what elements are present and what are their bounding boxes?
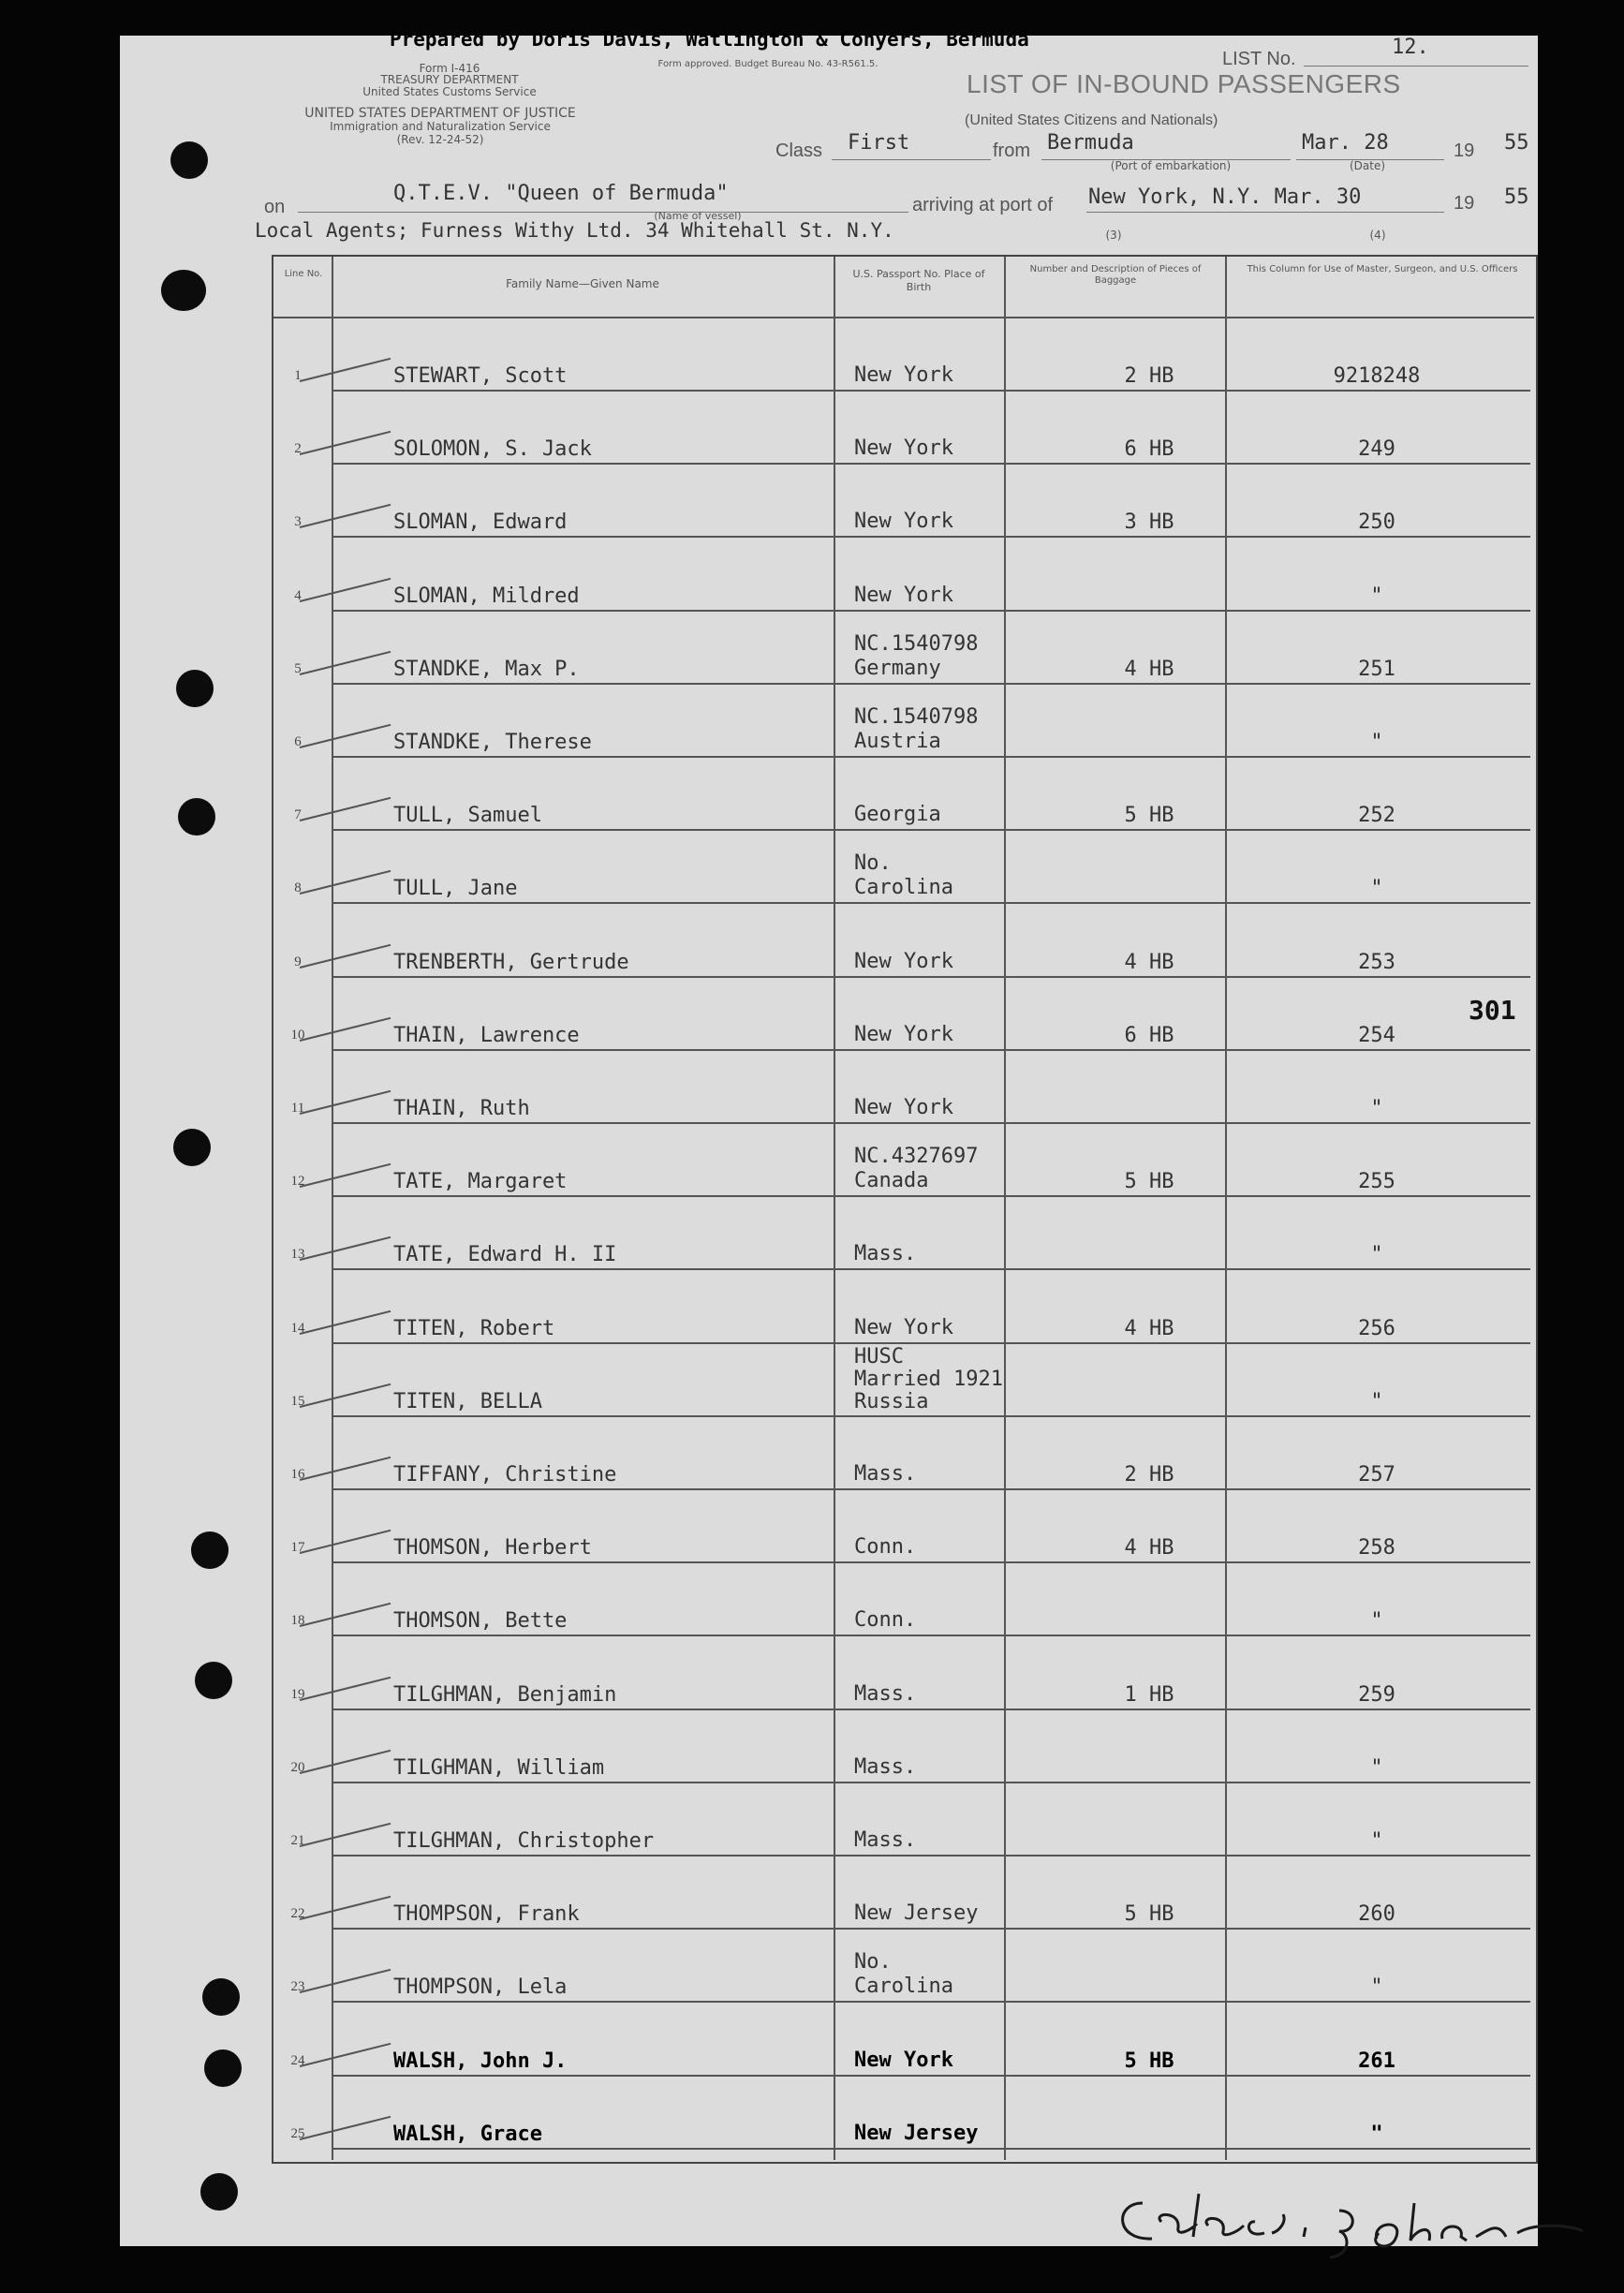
vessel-note: (Name of vessel) — [654, 210, 742, 222]
table-row — [169, 1417, 1433, 1490]
line-number: 8 — [294, 880, 302, 896]
officer-number: 252 — [1358, 804, 1395, 828]
column-marker-4: (4) — [1369, 229, 1386, 242]
table-row — [169, 612, 1433, 685]
officer-number: 258 — [1358, 1536, 1395, 1561]
place-of-birth: New Jersey — [854, 1901, 979, 1926]
document-title: LIST OF IN-BOUND PASSENGERS — [967, 69, 1401, 98]
on-label: on — [264, 197, 286, 217]
officer-number: 255 — [1358, 1170, 1395, 1194]
place-of-birth: Mass. — [854, 1754, 917, 1779]
place-of-birth: Mass. — [854, 1242, 917, 1266]
prepared-by: Prepared by Doris Davis, Watlington & Conyers, Bermuda — [390, 28, 1029, 51]
line-number: 17 — [290, 1540, 305, 1556]
passenger-name: TILGHMAN, Christopher — [393, 1829, 655, 1853]
treasury-department: TREASURY DEPARTMENT — [380, 73, 519, 86]
place-of-birth: Mass. — [854, 1828, 917, 1852]
table-row — [169, 1051, 1433, 1124]
year-suffix-arrival: 55 — [1504, 185, 1529, 209]
officer-number: 257 — [1358, 1463, 1395, 1487]
table-row — [169, 1490, 1433, 1563]
baggage-count: 6 HB — [1124, 1023, 1174, 1047]
class-value: First — [848, 131, 910, 155]
officer-number: " — [1370, 1975, 1383, 2000]
baggage-count: 2 HB — [1124, 1463, 1174, 1487]
punch-hole — [200, 2173, 238, 2211]
officer-number: 254 — [1358, 1023, 1395, 1047]
baggage-count: 5 HB — [1124, 1170, 1174, 1194]
passenger-name: TULL, Jane — [393, 877, 518, 901]
table-row — [169, 1563, 1433, 1636]
revision-date: (Rev. 12-24-52) — [396, 133, 484, 146]
baggage-count: 4 HB — [1124, 657, 1174, 681]
passenger-name: THOMSON, Herbert — [393, 1536, 592, 1561]
baggage-count: 1 HB — [1124, 1682, 1174, 1707]
passenger-name: SOLOMON, S. Jack — [393, 437, 592, 462]
year-prefix-arrival: 19 — [1454, 193, 1475, 214]
column-header-line-no: Line No. — [284, 269, 323, 279]
table-row — [169, 318, 1433, 392]
punch-hole — [161, 270, 206, 311]
officer-number: " — [1370, 1755, 1383, 1780]
line-number: 12 — [290, 1174, 305, 1190]
table-row — [169, 1710, 1433, 1783]
table-row — [169, 392, 1433, 465]
place-of-birth: Mass. — [854, 1462, 917, 1486]
place-of-birth: New York — [854, 510, 953, 534]
table-row — [169, 1271, 1433, 1344]
passenger-name: SLOMAN, Edward — [393, 510, 568, 535]
place-of-birth: New York — [854, 949, 953, 973]
line-number: 24 — [290, 2052, 305, 2068]
place-of-birth: New York — [854, 1022, 953, 1046]
table-row — [169, 1197, 1433, 1270]
line-number: 22 — [290, 1906, 305, 1922]
table-row — [169, 1344, 1433, 1417]
vessel-name: Q.T.E.V. "Queen of Bermuda" — [393, 182, 729, 205]
passenger-name: THOMSON, Bette — [393, 1609, 568, 1634]
passenger-name: THAIN, Lawrence — [393, 1023, 580, 1047]
line-number: 2 — [294, 441, 302, 457]
place-of-birth: New York — [854, 363, 953, 387]
table-row — [169, 1783, 1433, 1857]
punch-hole — [170, 141, 208, 179]
passenger-name: TRENBERTH, Gertrude — [393, 950, 629, 974]
line-number: 18 — [290, 1613, 305, 1629]
place-of-birth: No. Carolina — [854, 1950, 953, 1999]
place-of-birth: New York — [854, 1096, 953, 1119]
officer-number: 9218248 — [1333, 364, 1421, 388]
passenger-name: TITEN, BELLA — [393, 1389, 542, 1413]
passenger-name: SLOMAN, Mildred — [393, 584, 580, 608]
baggage-count: 3 HB — [1124, 510, 1174, 535]
officer-number: " — [1370, 1609, 1383, 1634]
line-number: 19 — [290, 1686, 305, 1702]
line-number: 15 — [290, 1393, 305, 1409]
justice-department: UNITED STATES DEPARTMENT OF JUSTICE — [304, 106, 576, 121]
passenger-name: THAIN, Ruth — [393, 1097, 530, 1120]
line-number: 7 — [294, 807, 302, 823]
table-row — [169, 978, 1433, 1051]
baggage-count: 4 HB — [1124, 950, 1174, 974]
table-row — [169, 1857, 1433, 1930]
line-number: 14 — [290, 1320, 305, 1336]
officer-number: " — [1370, 1097, 1383, 1120]
budget-bureau: Form approved. Budget Bureau No. 43-R561.5. — [657, 59, 878, 69]
line-number: 23 — [290, 1979, 305, 1995]
table-row — [169, 465, 1433, 538]
officer-number: " — [1370, 731, 1383, 754]
line-number: 1 — [294, 368, 302, 383]
local-agents: Local Agents; Furness Withy Ltd. 34 Whitehall St. N.Y. — [255, 219, 894, 242]
line-number: 10 — [290, 1027, 305, 1043]
place-of-birth: NC.1540798 Austria — [854, 705, 979, 753]
passenger-name: TIFFANY, Christine — [393, 1463, 617, 1487]
column-header-passport: U.S. Passport No. Place of Birth — [852, 268, 985, 293]
place-of-birth: New York — [854, 436, 953, 461]
officer-number: " — [1370, 2122, 1383, 2146]
line-number: 25 — [290, 2125, 305, 2141]
form-number: Form I-416 — [419, 62, 480, 75]
place-of-birth: Mass. — [854, 1681, 917, 1706]
officer-number: 260 — [1358, 1902, 1395, 1927]
passenger-name: TATE, Margaret — [393, 1170, 568, 1194]
class-label: Class — [775, 141, 823, 161]
officer-number: 253 — [1358, 950, 1395, 974]
passenger-name: THOMPSON, Lela — [393, 1975, 568, 2000]
line-number: 11 — [290, 1101, 305, 1116]
officer-number: " — [1370, 584, 1383, 608]
place-of-birth: New York — [854, 583, 953, 607]
officer-number: 259 — [1358, 1682, 1395, 1707]
officer-number: " — [1370, 1389, 1383, 1413]
column-marker-3: (3) — [1105, 229, 1122, 242]
year-suffix: 55 — [1504, 131, 1529, 155]
page-number: 301 — [1469, 995, 1516, 1026]
document-subtitle: (United States Citizens and Nationals) — [965, 112, 1218, 128]
place-of-birth: NC.4327697 Canada — [854, 1145, 979, 1193]
column-header-officers: This Column for Use of Master, Surgeon, and U.S. Officers — [1247, 264, 1518, 274]
table-row — [169, 831, 1433, 904]
line-number: 21 — [290, 1833, 305, 1848]
from-value: Bermuda — [1047, 131, 1134, 155]
table-row — [169, 758, 1433, 831]
place-of-birth: New York — [854, 2048, 953, 2072]
officer-number: 256 — [1358, 1316, 1395, 1340]
line-number: 9 — [294, 954, 302, 969]
officer-number: 250 — [1358, 510, 1395, 535]
passenger-name: WALSH, Grace — [393, 2122, 542, 2146]
line-number: 6 — [294, 734, 302, 749]
place-of-birth: Conn. — [854, 1535, 917, 1560]
officer-number: " — [1370, 1829, 1383, 1853]
baggage-count: 5 HB — [1124, 804, 1174, 828]
place-of-birth: New York — [854, 1315, 953, 1339]
place-of-birth: NC.1540798 Germany — [854, 631, 979, 680]
passenger-name: THOMPSON, Frank — [393, 1902, 580, 1927]
baggage-count: 5 HB — [1124, 1902, 1174, 1927]
from-label: from — [993, 141, 1030, 161]
ins-service: Immigration and Naturalization Service — [330, 120, 551, 133]
year-prefix: 19 — [1454, 141, 1475, 161]
list-no-label: LIST No. — [1222, 49, 1296, 69]
passenger-name: STEWART, Scott — [393, 364, 568, 388]
table-row — [169, 1930, 1433, 2003]
passenger-name: STANDKE, Max P. — [393, 657, 580, 681]
officer-number: " — [1370, 877, 1383, 901]
departure-date: Mar. 28 — [1302, 131, 1389, 155]
officer-number: " — [1370, 1243, 1383, 1267]
table-row — [169, 1637, 1433, 1710]
line-number: 20 — [290, 1759, 305, 1775]
place-of-birth: Georgia — [854, 803, 941, 827]
officer-number: 251 — [1358, 657, 1395, 681]
passenger-name: TILGHMAN, William — [393, 1755, 605, 1780]
port-of-embarkation-note: (Port of embarkation) — [1110, 159, 1232, 172]
arrival-port-date: New York, N.Y. Mar. 30 — [1088, 185, 1362, 209]
passenger-name: WALSH, John J. — [393, 2049, 568, 2073]
line-number: 4 — [294, 587, 302, 603]
place-of-birth: No. Carolina — [854, 851, 953, 900]
passenger-name: TITEN, Robert — [393, 1316, 555, 1340]
place-of-birth: New Jersey — [854, 2121, 979, 2145]
passenger-name: TATE, Edward H. II — [393, 1243, 617, 1267]
table-row — [169, 2004, 1433, 2077]
line-number: 3 — [294, 514, 302, 530]
officer-number: 261 — [1358, 2049, 1395, 2073]
place-of-birth: HUSC Married 1921 Russia — [854, 1344, 1003, 1413]
passenger-name: TULL, Samuel — [393, 804, 542, 828]
baggage-count: 2 HB — [1124, 364, 1174, 388]
line-number: 5 — [294, 660, 302, 676]
date-note: (Date) — [1349, 159, 1386, 172]
list-no-value: 12. — [1392, 36, 1429, 59]
arriving-label: arriving at port of — [912, 195, 1054, 215]
place-of-birth: Conn. — [854, 1608, 917, 1633]
passenger-name: TILGHMAN, Benjamin — [393, 1682, 617, 1707]
customs-service: United States Customs Service — [362, 85, 537, 98]
baggage-count: 4 HB — [1124, 1316, 1174, 1340]
table-row — [169, 1124, 1433, 1197]
baggage-count: 6 HB — [1124, 437, 1174, 462]
line-number: 13 — [290, 1247, 305, 1263]
baggage-count: 5 HB — [1124, 2049, 1174, 2073]
column-header-baggage: Number and Description of Pieces of Baggage — [1029, 264, 1202, 286]
table-row — [169, 2077, 1433, 2150]
baggage-count: 4 HB — [1124, 1536, 1174, 1561]
column-header-name: Family Name—Given Name — [506, 277, 659, 290]
signature — [1105, 2166, 1592, 2259]
line-number: 16 — [290, 1467, 305, 1482]
passenger-name: STANDKE, Therese — [393, 731, 592, 754]
table-row — [169, 539, 1433, 612]
table-row — [169, 685, 1433, 758]
officer-number: 249 — [1358, 437, 1395, 462]
table-row — [169, 905, 1433, 978]
